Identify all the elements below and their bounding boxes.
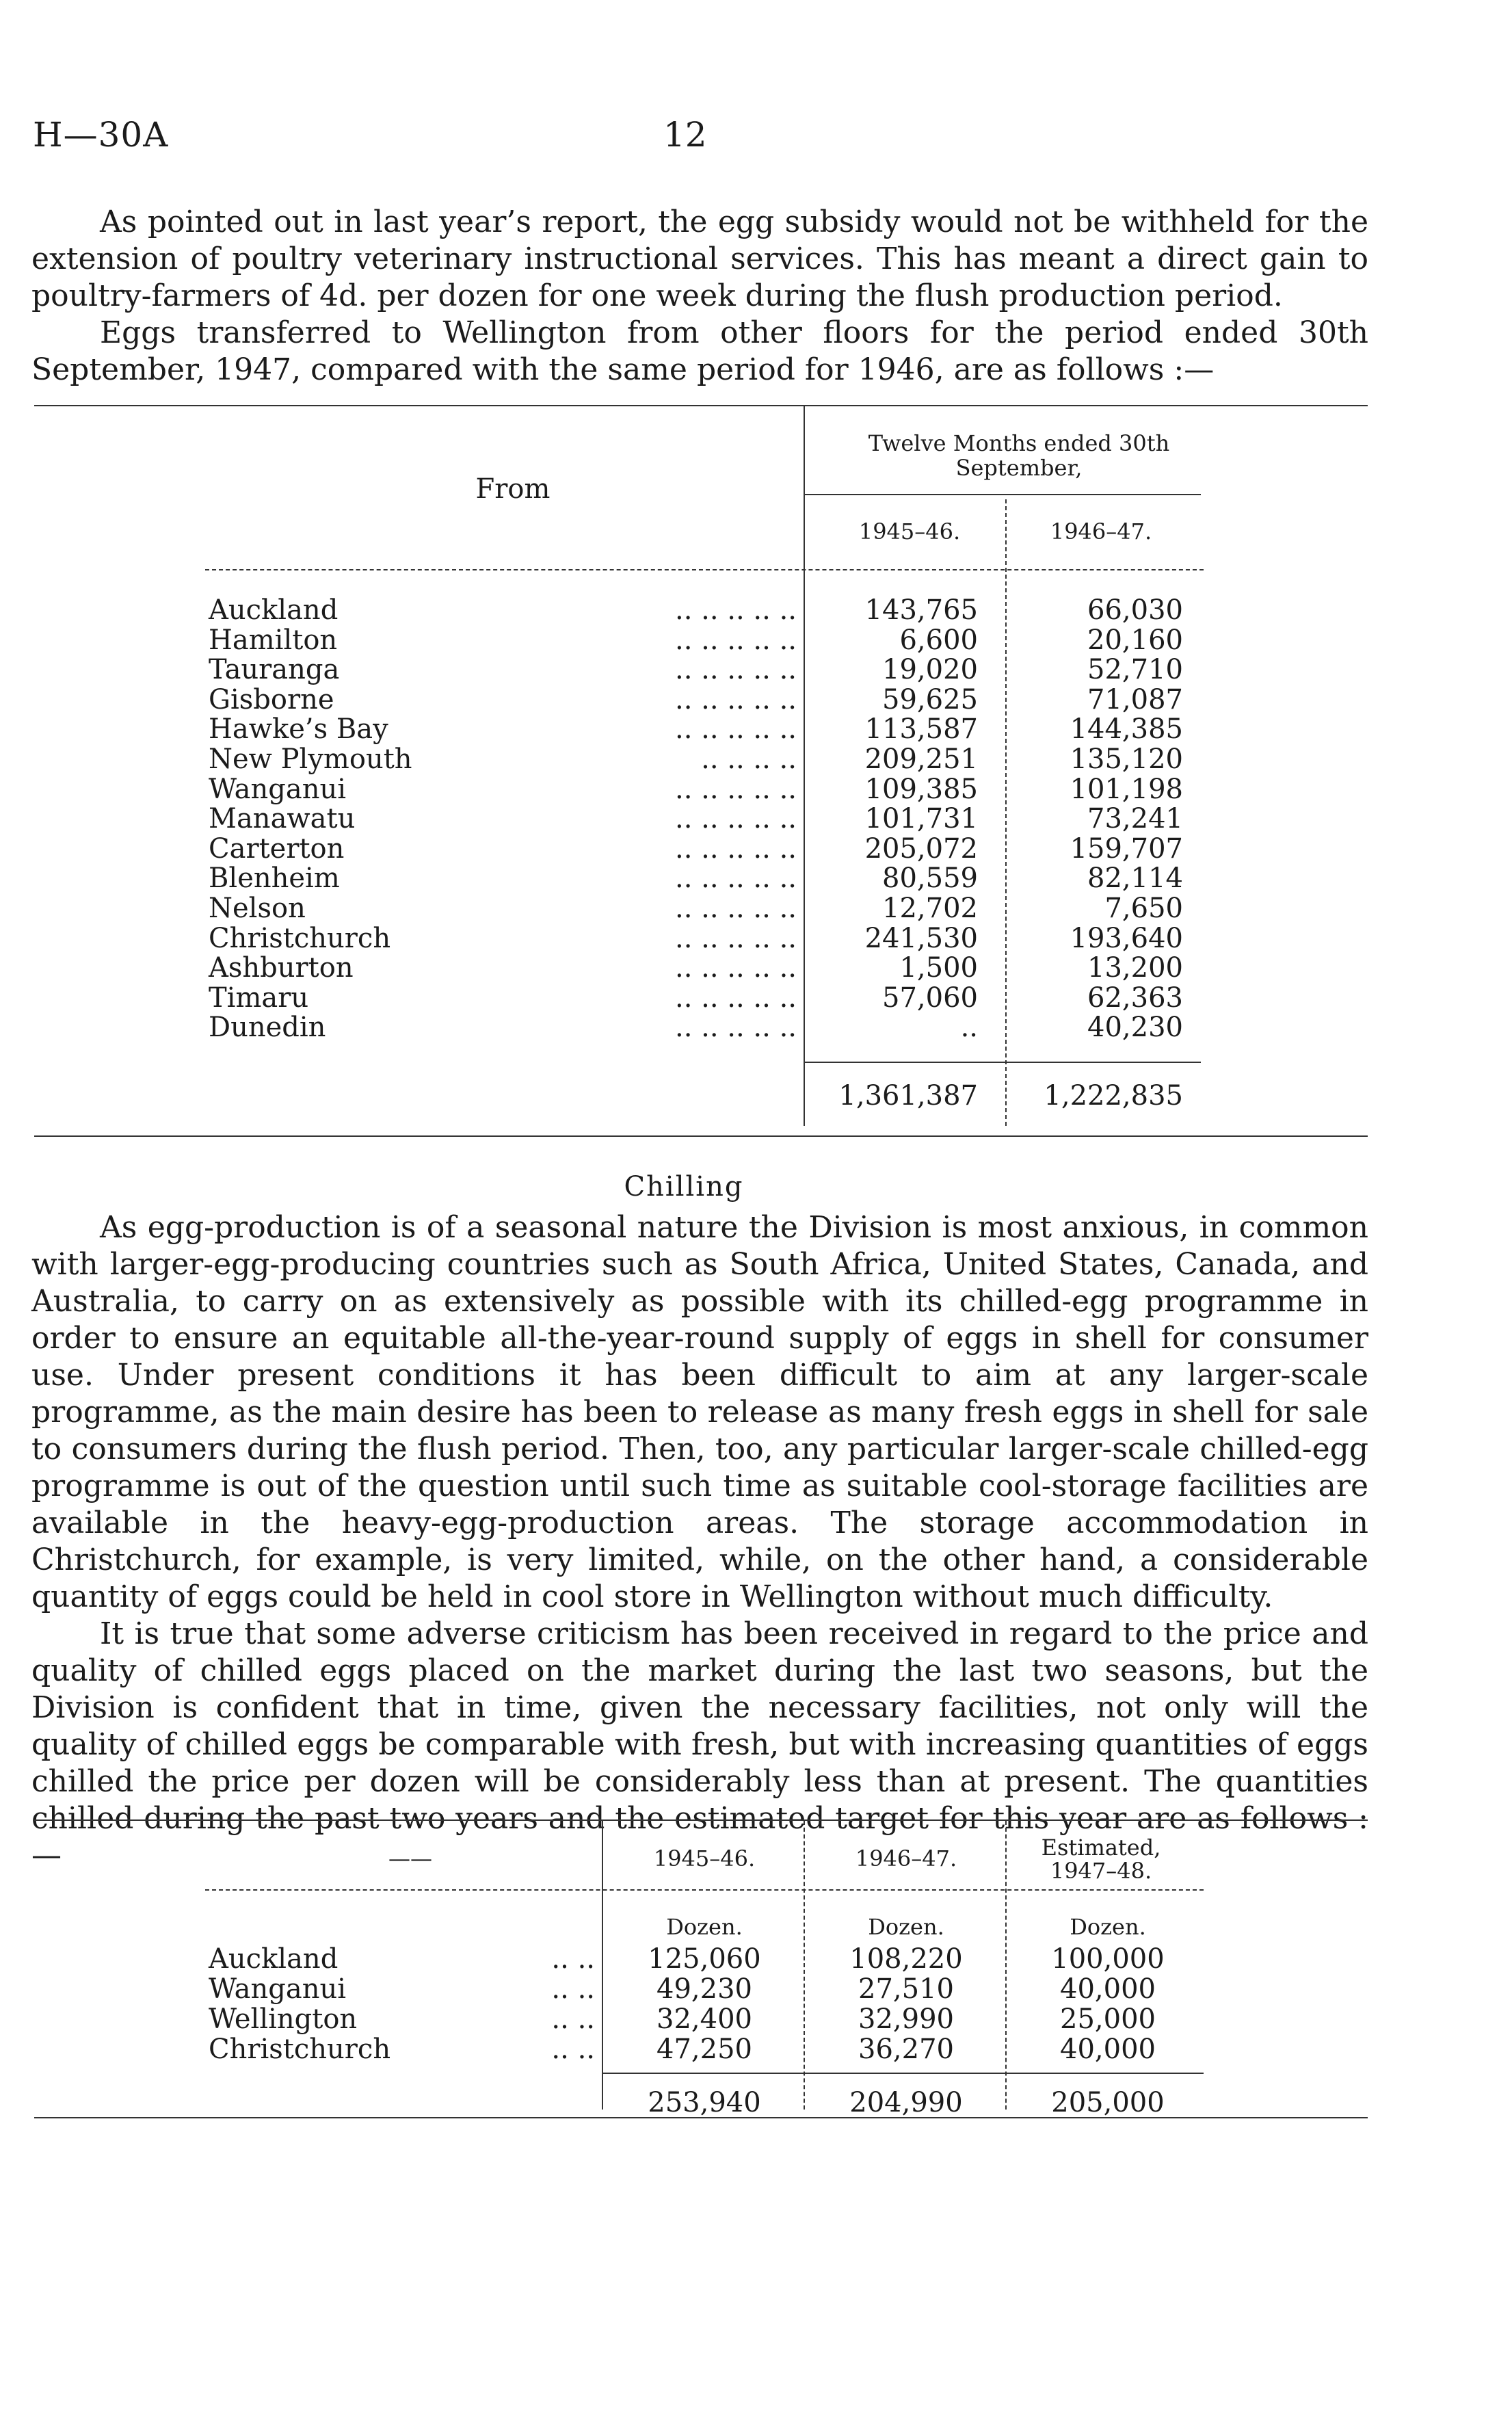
row-value-1945-46: 12,702 — [882, 893, 978, 924]
row-value-1945-46: 49,230 — [656, 1973, 752, 2005]
row-value-1945-46: 205,072 — [864, 832, 978, 865]
total-1946-47: 204,990 — [849, 2087, 963, 2118]
row-leader-dots: .. .. — [551, 1973, 595, 2005]
row-place: Wanganui — [209, 773, 347, 805]
header-rule — [205, 569, 1204, 570]
row-value-1946-47: 66,030 — [1087, 594, 1183, 626]
row-value-1946-47: 40,230 — [1087, 1012, 1183, 1044]
row-leader-dots: .. .. .. .. .. — [674, 1012, 797, 1044]
row-place: Hawke’s Bay — [209, 713, 388, 746]
row-place: Auckland — [209, 1943, 339, 1975]
row-value-1946-47: 71,087 — [1087, 683, 1183, 715]
row-leader-dots: .. .. .. .. .. — [674, 773, 797, 805]
section-heading: Chilling — [624, 1171, 744, 1203]
total-estimated: 205,000 — [1051, 2087, 1165, 2118]
row-place: Tauranga — [209, 654, 340, 686]
total-1945-46: 253,940 — [648, 2087, 761, 2118]
row-leader-dots: .. .. .. .. .. — [674, 863, 797, 895]
table-column-divider — [1005, 1821, 1007, 2110]
total-1945-46: 1,361,387 — [838, 1080, 978, 1112]
row-value-estimated: 40,000 — [1060, 2034, 1156, 2065]
row-leader-dots: .. .. .. .. .. — [674, 893, 797, 924]
row-leader-dots: .. .. .. .. .. — [674, 922, 797, 954]
row-value-1945-46: 209,251 — [864, 744, 978, 775]
row-value-1945-46: 125,060 — [648, 1943, 761, 1975]
total-rule — [804, 1062, 1201, 1063]
row-value-1946-47: 101,198 — [1070, 773, 1183, 805]
row-value-1946-47: 20,160 — [1087, 624, 1183, 656]
header-rule — [804, 494, 1201, 495]
table-column-divider — [602, 1821, 603, 2110]
row-place: Christchurch — [209, 2034, 391, 2065]
row-leader-dots: .. .. .. .. — [701, 744, 797, 775]
unit-label: Dozen. — [868, 1914, 944, 1940]
row-place: Wanganui — [209, 1973, 347, 2005]
table-rule — [34, 2117, 1368, 2118]
row-leader-dots: .. .. .. .. .. — [674, 654, 797, 686]
row-value-1945-46: 59,625 — [882, 683, 978, 715]
table-column-divider — [804, 406, 805, 1126]
row-value-1946-47: 193,640 — [1070, 922, 1183, 954]
col-header-1945-46: 1945–46. — [858, 518, 961, 544]
row-value-1945-46: 143,765 — [864, 594, 978, 626]
row-leader-dots: .. .. .. .. .. — [674, 594, 797, 626]
row-value-estimated: 40,000 — [1060, 1973, 1156, 2005]
row-leader-dots: .. .. .. .. .. — [674, 803, 797, 835]
total-rule — [602, 2073, 1204, 2074]
row-place: Hamilton — [209, 624, 338, 656]
intro-text — [31, 204, 1368, 389]
row-value-1945-46: .. — [960, 1012, 978, 1044]
row-value-1945-46: 241,530 — [864, 922, 978, 954]
header-rule — [205, 1889, 1204, 1891]
row-place: Manawatu — [209, 803, 356, 835]
row-value-1946-47: 7,650 — [1104, 893, 1183, 924]
table-column-divider — [1005, 499, 1007, 1126]
paragraph: Eggs transferred to Wellington from other floors for the period ended 30th September, 1947, compared with the same period for 1946, are as follows :— — [31, 315, 1368, 387]
row-leader-dots: .. .. — [551, 2003, 595, 2035]
row-value-1945-46: 101,731 — [864, 803, 978, 835]
row-value-1946-47: 27,510 — [858, 1973, 954, 2005]
row-value-1946-47: 36,270 — [858, 2034, 954, 2065]
row-value-1946-47: 82,114 — [1087, 863, 1183, 895]
row-leader-dots: .. .. .. .. .. — [674, 952, 797, 984]
row-value-1946-47: 13,200 — [1087, 952, 1183, 984]
chilling-text — [31, 1209, 1368, 1874]
row-value-1945-46: 47,250 — [656, 2034, 752, 2065]
row-value-estimated: 25,000 — [1060, 2003, 1156, 2035]
row-value-1946-47: 73,241 — [1087, 803, 1183, 835]
document-reference: H—30A — [33, 115, 169, 155]
row-place: Gisborne — [209, 683, 334, 715]
col-header-estimated: Estimated, 1947–48. — [1041, 1835, 1161, 1884]
blank-header: —— — [388, 1845, 432, 1871]
row-place: Dunedin — [209, 1012, 326, 1044]
period-header: Twelve Months ended 30th September, — [868, 430, 1170, 481]
row-value-1946-47: 144,385 — [1070, 713, 1183, 746]
row-leader-dots: .. .. .. .. .. — [674, 683, 797, 715]
row-leader-dots: .. .. .. .. .. — [674, 832, 797, 865]
table-rule — [34, 405, 1368, 406]
row-place: Ashburton — [209, 952, 354, 984]
row-value-estimated: 100,000 — [1051, 1943, 1165, 1975]
row-leader-dots: .. .. .. .. .. — [674, 982, 797, 1014]
col-header-1946-47: 1946–47. — [1050, 518, 1152, 544]
row-value-1946-47: 108,220 — [849, 1943, 963, 1975]
row-leader-dots: .. .. — [551, 2034, 595, 2065]
unit-label: Dozen. — [666, 1914, 743, 1940]
row-leader-dots: .. .. — [551, 1943, 595, 1975]
row-value-1946-47: 52,710 — [1087, 654, 1183, 686]
paragraph: As egg-production is of a seasonal nature the Division is most anxious, in common with larger-egg-producing countries such as South Africa, United States, Canada, and Australia, to carry on as extensively as possible with its chilled-egg programme in order to ensure an equitable all-the-year-round supply of eggs in shell for consumer use. Under present conditions it has been difficult to aim at any larger-scale programme, as the main desire has been to release as many fresh eggs in shell for sale to consumers during the flush period. Then, too, any particular larger-scale chilled-egg programme is out of the question until such time as suitable cool-storage facilities are available in the heavy-egg-production areas. The storage accommodation in Christchurch, for example, is very limited, while, on the other hand, a considerable quantity of eggs could be held in cool store in Wellington without much difficulty. — [31, 1210, 1368, 1614]
row-value-1945-46: 6,600 — [899, 624, 978, 656]
row-leader-dots: .. .. .. .. .. — [674, 713, 797, 746]
row-place: Timaru — [209, 982, 309, 1014]
table-column-divider — [804, 1821, 805, 2110]
col-header-1946-47: 1946–47. — [855, 1845, 957, 1871]
row-value-1945-46: 80,559 — [882, 863, 978, 895]
paragraph: It is true that some adverse criticism has been received in regard to the price and quality of chilled eggs placed on the market during the last two seasons, but the Division is confident that in time, given the necessary facilities, not only will the quality of chilled eggs be comparable with fresh, but with increasing quantities of eggs chilled the price per dozen will be considerably less than at present. The quantities chilled during the past two years and the estimated target for this year are as follows :— — [31, 1616, 1368, 1873]
unit-label: Dozen. — [1070, 1914, 1146, 1940]
table-rule — [34, 1135, 1368, 1137]
table-rule — [34, 1819, 1368, 1821]
row-value-1945-46: 1,500 — [899, 952, 978, 984]
row-value-1946-47: 62,363 — [1087, 982, 1183, 1014]
row-value-1946-47: 159,707 — [1070, 832, 1183, 865]
row-value-1945-46: 109,385 — [864, 773, 978, 805]
row-value-1946-47: 135,120 — [1070, 744, 1183, 775]
page-number: 12 — [663, 115, 707, 155]
row-place: New Plymouth — [209, 744, 412, 775]
row-value-1945-46: 57,060 — [882, 982, 978, 1014]
row-place: Wellington — [209, 2003, 358, 2035]
row-value-1946-47: 32,990 — [858, 2003, 954, 2035]
total-1946-47: 1,222,835 — [1044, 1080, 1183, 1112]
from-header: From — [475, 473, 551, 505]
col-header-1945-46: 1945–46. — [653, 1845, 756, 1871]
row-place: Carterton — [209, 832, 345, 865]
row-place: Nelson — [209, 893, 306, 924]
row-place: Auckland — [209, 594, 339, 626]
row-value-1945-46: 32,400 — [656, 2003, 752, 2035]
row-value-1945-46: 19,020 — [882, 654, 978, 686]
row-leader-dots: .. .. .. .. .. — [674, 624, 797, 656]
paragraph: As pointed out in last year’s report, the egg subsidy would not be withheld for the extension of poultry veterinary instructional services. This has meant a direct gain to poultry-farmers of 4d. per dozen for one week during the flush production period. — [31, 205, 1368, 313]
row-place: Blenheim — [209, 863, 340, 895]
row-place: Christchurch — [209, 922, 391, 954]
row-value-1945-46: 113,587 — [864, 713, 978, 746]
